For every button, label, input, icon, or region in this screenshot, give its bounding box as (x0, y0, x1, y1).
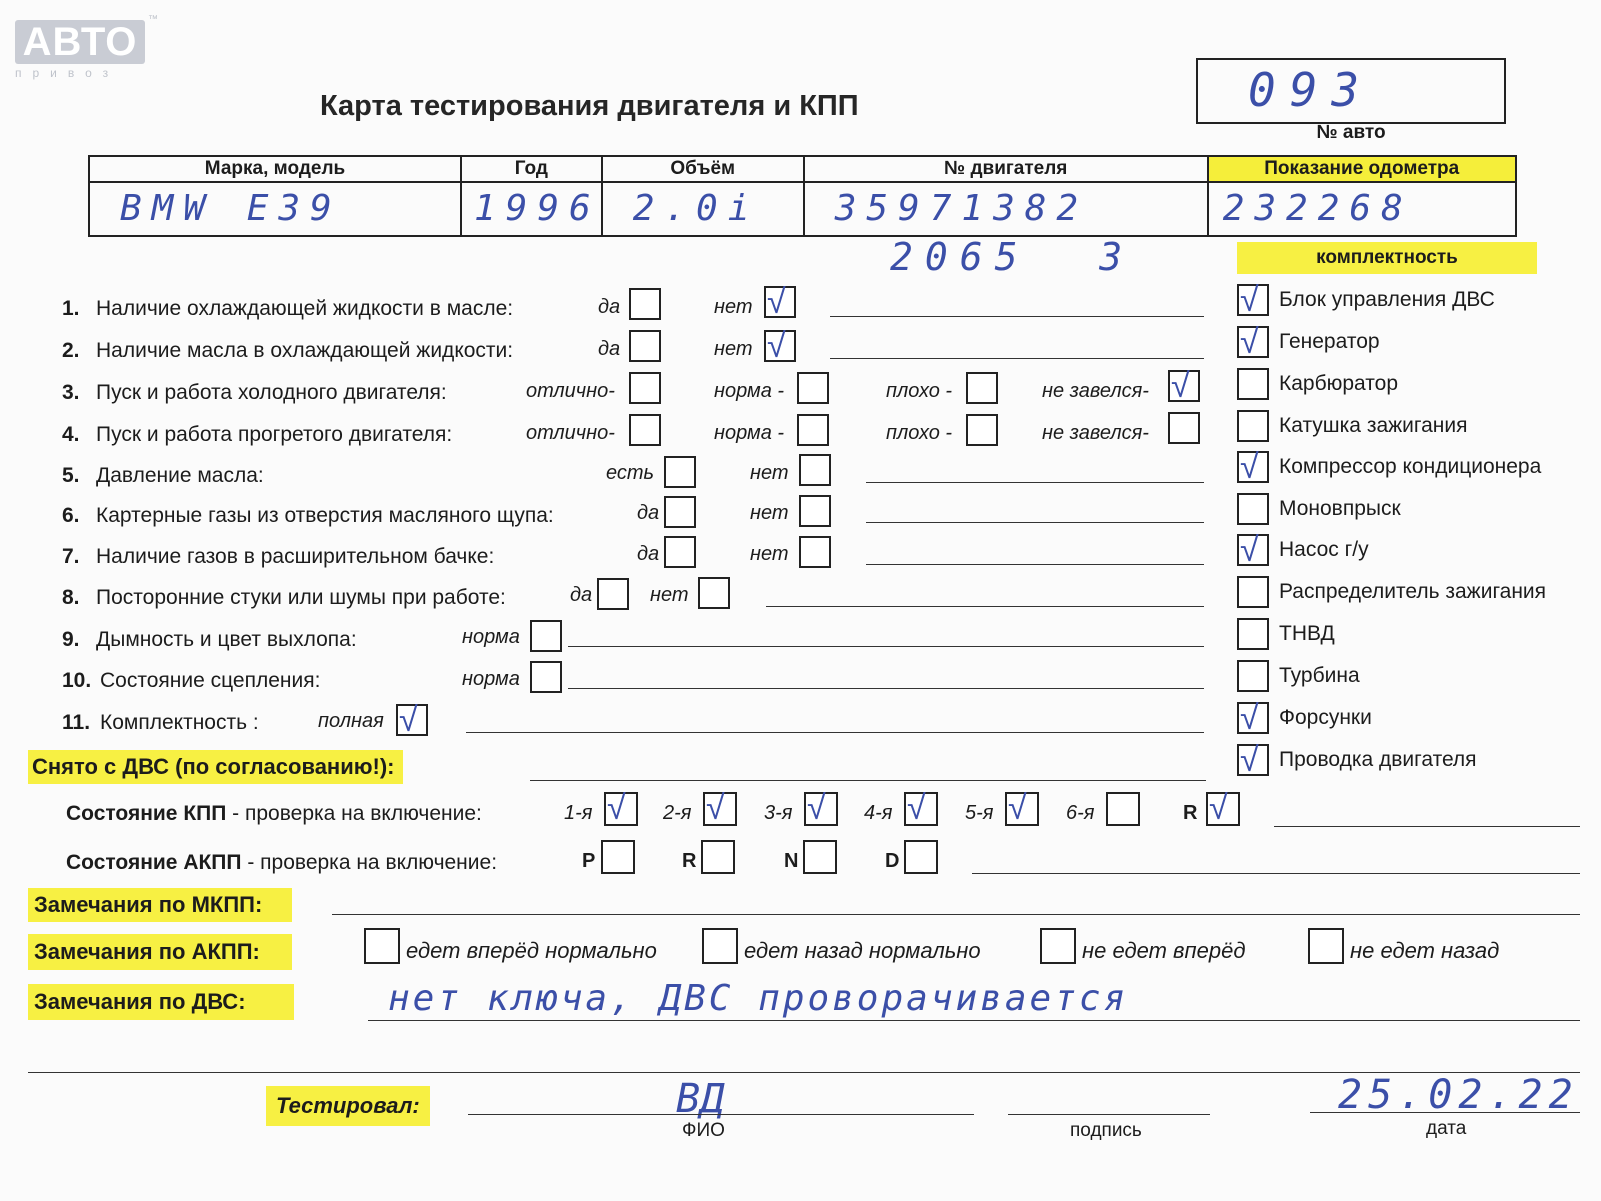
option-label: норма - (714, 380, 785, 402)
answer-line[interactable] (466, 732, 1204, 733)
bad-checkbox[interactable] (966, 414, 998, 446)
is-checkbox[interactable] (664, 456, 696, 488)
gear-checkbox[interactable] (904, 789, 938, 827)
volume-value[interactable]: 2.0i (602, 182, 804, 236)
question-text: Пуск и работа прогретого двигателя: (96, 423, 453, 446)
question-number: 6. (62, 504, 80, 527)
question-text: Наличие охлаждающей жидкости в масле: (96, 297, 514, 320)
question-text: Посторонние стуки или шумы при работе: (96, 586, 506, 609)
logo (15, 20, 145, 64)
completeness-item-label: Карбюратор (1279, 372, 1399, 395)
date-caption: дата (1426, 1118, 1467, 1139)
answer-line[interactable] (866, 564, 1204, 565)
completeness-checkbox[interactable] (1237, 531, 1269, 569)
akpp-note-checkbox[interactable] (364, 928, 400, 964)
kpp-label-rest: - проверка на включение: (226, 802, 482, 825)
question-number: 10. (62, 669, 92, 692)
completeness-checkbox[interactable] (1237, 699, 1269, 737)
akpp-note-label: не едет вперёд (1082, 938, 1246, 963)
completeness-item-label: Проводка двигателя (1279, 748, 1477, 771)
bad-checkbox[interactable] (966, 372, 998, 404)
gear-checkbox[interactable] (604, 789, 638, 827)
yes-checkbox[interactable] (664, 496, 696, 528)
not-started-checkbox[interactable] (1168, 367, 1200, 405)
option-label: нет (714, 296, 753, 318)
akpp-note-checkbox[interactable] (1308, 928, 1344, 964)
kpp-line[interactable] (1274, 826, 1580, 827)
notes-mkpp-label: Замечания по МКПП: (28, 888, 292, 922)
check-mark-icon: √ (706, 789, 725, 827)
gear-label: 3-я (764, 802, 793, 824)
logo-subtitle: привоз (15, 66, 120, 80)
completeness-checkbox[interactable] (1237, 741, 1269, 779)
check-mark-icon: √ (767, 283, 786, 321)
option-label: нет (650, 584, 689, 606)
question-text: Давление масла: (96, 464, 264, 487)
option-label: нет (714, 338, 753, 360)
akpp-mode-label: P (582, 850, 596, 872)
page-title: Карта тестирования двигателя и КПП (320, 90, 859, 122)
akpp-mode-checkbox[interactable] (601, 840, 635, 874)
option-label: полная (318, 710, 384, 732)
full-checkbox[interactable] (396, 701, 428, 739)
completeness-item-label: Блок управления ДВС (1279, 288, 1495, 311)
question-number: 8. (62, 586, 80, 609)
akpp-label-rest: - проверка на включение: (241, 851, 498, 874)
question-number: 7. (62, 545, 80, 568)
gear-label: R (1183, 802, 1198, 824)
odometer-value[interactable]: 232268 (1208, 182, 1516, 236)
completeness-checkbox[interactable] (1237, 410, 1269, 442)
akpp-line[interactable] (972, 873, 1580, 874)
fio-caption: ФИО (682, 1120, 725, 1141)
no-checkbox[interactable] (799, 454, 831, 486)
akpp-note-label: не едет назад (1350, 938, 1500, 963)
removed-from-engine-label: Снято с ДВС (по согласованию!): (28, 750, 403, 784)
question-text: Картерные газы из отверстия масляного щупа: (96, 504, 554, 527)
option-label: да (570, 584, 593, 606)
col-header-model: Марка, модель (89, 156, 461, 182)
akpp-mode-label: R (682, 850, 697, 872)
question-text: Наличие газов в расширительном бачке: (96, 545, 495, 568)
akpp-note-checkbox[interactable] (1040, 928, 1076, 964)
completeness-item-label: Генератор (1279, 330, 1380, 353)
question-text: Дымность и цвет выхлопа: (96, 628, 357, 651)
question-text: Комплектность : (100, 711, 259, 734)
answer-line[interactable] (830, 316, 1204, 317)
option-label: есть (606, 462, 655, 484)
option-label: да (598, 296, 621, 318)
option-label: не завелся- (1042, 422, 1149, 444)
option-label: норма (462, 626, 520, 648)
akpp-mode-checkbox[interactable] (904, 840, 938, 874)
option-label: плохо - (886, 422, 953, 444)
question-number: 4. (62, 423, 80, 446)
completeness-item-label: Турбина (1279, 664, 1360, 687)
gear-checkbox[interactable] (1106, 792, 1140, 826)
option-label: плохо - (886, 380, 953, 402)
no-checkbox[interactable] (799, 536, 831, 568)
col-header-year: Год (461, 156, 602, 182)
check-mark-icon: √ (1171, 367, 1190, 405)
yes-checkbox[interactable] (597, 578, 629, 610)
question-text: Наличие масла в охлаждающей жидкости: (96, 339, 514, 362)
check-mark-icon: √ (907, 789, 926, 827)
yes-checkbox[interactable] (629, 330, 661, 362)
gear-label: 2-я (663, 802, 692, 824)
completeness-checkbox[interactable] (1237, 323, 1269, 361)
check-mark-icon: √ (1240, 699, 1259, 737)
question-number: 1. (62, 297, 80, 320)
answer-line[interactable] (830, 358, 1204, 359)
yes-checkbox[interactable] (629, 288, 661, 320)
completeness-checkbox[interactable] (1237, 368, 1269, 400)
check-mark-icon: √ (1209, 789, 1228, 827)
check-mark-icon: √ (1240, 741, 1259, 779)
excellent-checkbox[interactable] (629, 372, 661, 404)
notes-dvs-line (368, 1020, 1580, 1021)
akpp-mode-checkbox[interactable] (803, 840, 837, 874)
completeness-checkbox[interactable] (1237, 493, 1269, 525)
akpp-mode-label: N (784, 850, 799, 872)
kpp-label-bold: Состояние КПП (66, 802, 227, 825)
no-checkbox[interactable] (698, 577, 730, 609)
answer-line[interactable] (568, 646, 1204, 647)
fio-line (468, 1114, 974, 1115)
question-number: 9. (62, 628, 80, 651)
completeness-item-label: Компрессор кондиционера (1279, 455, 1542, 478)
question-number: 11. (62, 711, 91, 734)
completeness-item-label: Катушка зажигания (1279, 414, 1468, 437)
notes-dvs-text[interactable]: нет ключа, ДВС проворачивается (388, 978, 1129, 1019)
check-mark-icon: √ (1240, 531, 1259, 569)
date-line (1310, 1112, 1580, 1113)
gear-label: 5-я (965, 802, 994, 824)
signature-caption: подпись (1070, 1120, 1142, 1141)
check-mark-icon: √ (767, 327, 786, 365)
gear-checkbox[interactable] (1206, 789, 1240, 827)
completeness-checkbox[interactable] (1237, 660, 1269, 692)
gear-label: 6-я (1066, 802, 1095, 824)
signature-line[interactable] (1008, 1114, 1210, 1115)
completeness-item-label: ТНВД (1279, 622, 1335, 645)
option-label: отлично- (526, 422, 615, 444)
completeness-checkbox[interactable] (1237, 576, 1269, 608)
akpp-label-bold: Состояние АКПП (66, 851, 242, 874)
akpp-note-label: едет назад нормально (744, 938, 981, 963)
kpp-label (66, 802, 482, 826)
tested-name[interactable]: ВД (676, 1076, 725, 1122)
akpp-label (66, 851, 497, 875)
check-mark-icon: √ (399, 701, 418, 739)
option-label: нет (750, 543, 789, 565)
option-label: да (637, 543, 660, 565)
gear-label: 4-я (864, 802, 893, 824)
completeness-item-label: Моновпрыск (1279, 497, 1401, 520)
vehicle-info-table (88, 155, 1517, 237)
answer-line[interactable] (866, 522, 1204, 523)
tested-label: Тестировал: (266, 1086, 430, 1126)
akpp-note-label: едет вперёд нормально (406, 938, 657, 963)
col-header-engine-no: № двигателя (804, 156, 1208, 182)
check-mark-icon: √ (607, 789, 626, 827)
col-header-odometer: Показание одометра (1208, 156, 1516, 182)
check-mark-icon: √ (1240, 448, 1259, 486)
notes-akpp-label: Замечания по АКПП: (28, 934, 292, 970)
notes-mkpp-line[interactable] (332, 914, 1580, 915)
notes-dvs-label: Замечания по ДВС: (28, 984, 294, 1020)
akpp-mode-label: D (885, 850, 900, 872)
normal-checkbox[interactable] (797, 414, 829, 446)
completeness-item-label: Форсунки (1279, 706, 1372, 729)
question-text: Пуск и работа холодного двигателя: (96, 381, 447, 404)
col-header-volume: Объём (602, 156, 804, 182)
completeness-item-label: Насос г/у (1279, 538, 1369, 561)
completeness-checkbox[interactable] (1237, 448, 1269, 486)
akpp-mode-checkbox[interactable] (701, 840, 735, 874)
check-mark-icon: √ (1240, 281, 1259, 319)
removed-line[interactable] (530, 780, 1206, 781)
option-label: нет (750, 462, 789, 484)
question-number: 2. (62, 339, 80, 362)
no-checkbox[interactable] (764, 283, 796, 321)
answer-line[interactable] (866, 482, 1204, 483)
gear-label: 1-я (564, 802, 593, 824)
option-label: не завелся- (1042, 380, 1149, 402)
completeness-checkbox[interactable] (1237, 281, 1269, 319)
option-label: да (598, 338, 621, 360)
car-number-box (1196, 58, 1506, 124)
akpp-note-checkbox[interactable] (702, 928, 738, 964)
logo-text: АВТО (22, 20, 138, 64)
question-number: 3. (62, 381, 80, 404)
check-mark-icon: √ (807, 789, 826, 827)
year-value[interactable]: 1996 (461, 182, 602, 236)
option-label: отлично- (526, 380, 615, 402)
gear-checkbox[interactable] (804, 789, 838, 827)
gear-checkbox[interactable] (1005, 789, 1039, 827)
option-label: норма - (714, 422, 785, 444)
option-label: норма (462, 668, 520, 690)
completeness-item-label: Распределитель зажигания (1279, 580, 1547, 603)
model-value[interactable]: BMW E39 (89, 182, 461, 236)
answer-line[interactable] (766, 606, 1204, 607)
no-checkbox[interactable] (764, 327, 796, 365)
completeness-checkbox[interactable] (1237, 618, 1269, 650)
not-started-checkbox[interactable] (1168, 412, 1200, 444)
option-label: да (637, 502, 660, 524)
trademark: ™ (148, 14, 158, 25)
no-checkbox[interactable] (799, 495, 831, 527)
question-text: Состояние сцепления: (100, 669, 321, 692)
check-mark-icon: √ (1240, 323, 1259, 361)
car-number-label: № авто (1316, 122, 1386, 143)
option-label: нет (750, 502, 789, 524)
yes-checkbox[interactable] (664, 536, 696, 568)
excellent-checkbox[interactable] (629, 414, 661, 446)
completeness-title: комплектность (1237, 242, 1537, 274)
question-number: 5. (62, 464, 80, 487)
tested-date[interactable]: 25.02.22 (1338, 1072, 1579, 1118)
check-mark-icon: √ (1008, 789, 1027, 827)
car-number-value: 093 (1248, 63, 1374, 117)
engine-no-value[interactable]: 35971382 (804, 182, 1208, 236)
norm-checkbox[interactable] (530, 620, 562, 652)
engine-no-extra: 2065 3 (890, 235, 1135, 279)
gear-checkbox[interactable] (703, 789, 737, 827)
answer-line[interactable] (568, 688, 1204, 689)
normal-checkbox[interactable] (797, 372, 829, 404)
norm-checkbox[interactable] (530, 661, 562, 693)
